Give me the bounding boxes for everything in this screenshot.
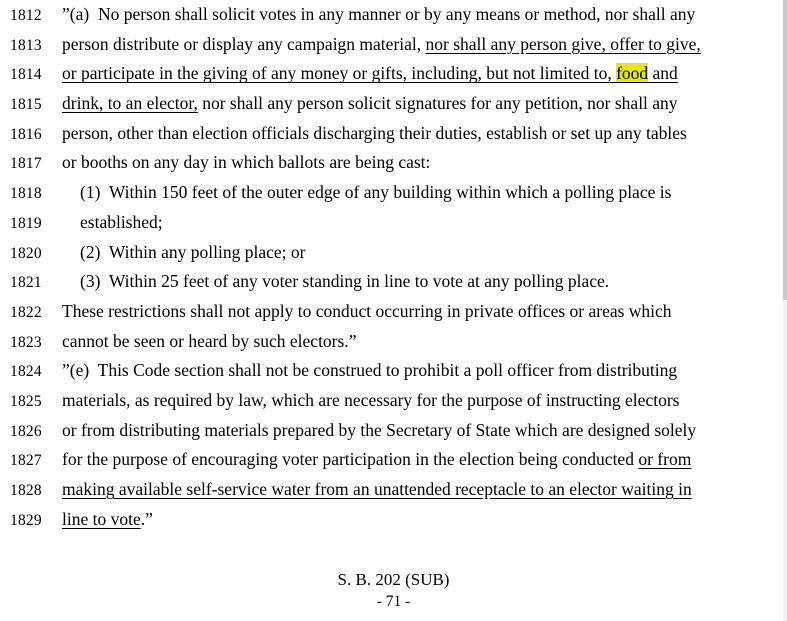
plain-text: ”(a) No person shall solicit votes in any manner or by any means or method, nor shall any xyxy=(62,4,696,24)
plain-text: (1) Within 150 feet of the outer edge of any building within which a polling place is xyxy=(80,182,672,203)
plain-text: (3) Within 25 feet of any voter standing in line to vote at any polling place. xyxy=(80,271,610,292)
document-line xyxy=(0,184,787,214)
document-line xyxy=(0,241,787,274)
line-number: 1815 xyxy=(10,96,42,114)
line-text xyxy=(62,154,430,172)
plain-text: established; xyxy=(80,211,163,232)
document-line xyxy=(0,33,787,66)
line-text xyxy=(62,330,357,351)
line-text xyxy=(62,273,609,291)
plain-text: materials, as required by law, which are necessary for the purpose of instructing electors xyxy=(62,389,680,410)
document-line xyxy=(0,6,787,36)
plain-text: or from distributing materials prepared by the Secretary of State which are designed solely xyxy=(62,419,697,440)
line-text xyxy=(62,508,153,529)
line-text xyxy=(62,33,701,54)
plain-text: nor shall any person solicit signatures for any petition, nor shall any xyxy=(197,93,678,114)
footer-page-number: - 71 - xyxy=(376,593,411,610)
line-number: 1812 xyxy=(10,7,42,24)
vertical-scrollbar-thumb[interactable] xyxy=(783,0,787,300)
document-line xyxy=(0,65,787,95)
line-number: 1829 xyxy=(10,511,42,529)
plain-text: person, other than election officials discharging their duties, establish or set up any tables xyxy=(62,122,687,143)
line-number: 1813 xyxy=(10,36,42,54)
line-number: 1827 xyxy=(10,452,42,470)
line-text xyxy=(62,481,692,499)
document-line xyxy=(0,419,787,452)
underlined-text: drink, to an elector, xyxy=(62,93,198,114)
line-number: 1828 xyxy=(10,482,42,499)
line-text xyxy=(62,389,680,410)
line-text xyxy=(62,65,678,83)
line-text xyxy=(62,419,697,440)
line-number: 1826 xyxy=(10,422,42,440)
line-number: 1816 xyxy=(10,125,42,143)
line-number: 1823 xyxy=(10,333,42,351)
highlighted-text: food xyxy=(616,63,649,84)
line-number: 1825 xyxy=(10,392,42,410)
line-text xyxy=(62,122,687,143)
vertical-scrollbar[interactable] xyxy=(783,0,787,621)
line-number: 1822 xyxy=(10,303,42,321)
document-line xyxy=(0,481,787,511)
document-line xyxy=(0,389,787,422)
footer-bill-title: S. B. 202 (SUB) xyxy=(337,570,450,589)
line-number: 1818 xyxy=(10,185,42,203)
line-text xyxy=(62,300,672,321)
underlined-text: or from xyxy=(638,449,692,470)
line-text xyxy=(62,211,163,232)
line-text xyxy=(62,241,306,262)
underlined-text: nor shall any person give, offer to give, xyxy=(425,33,701,54)
document-line xyxy=(0,508,787,541)
document-line xyxy=(0,95,787,125)
line-text xyxy=(62,184,671,202)
line-text xyxy=(62,451,691,469)
underlined-text: and xyxy=(648,63,678,84)
plain-text: person distribute or display any campaign material, xyxy=(62,33,426,54)
line-text xyxy=(62,6,695,24)
line-number: 1819 xyxy=(10,214,42,232)
line-text xyxy=(62,362,677,380)
line-number: 1820 xyxy=(10,244,42,262)
underlined-text: or participate in the giving of any money or gifts, including, but not limited to, xyxy=(62,63,617,84)
line-text xyxy=(62,95,678,113)
underlined-text: making available self-service water from an unattended receptacle to an elector waiting in xyxy=(62,479,692,499)
line-number: 1814 xyxy=(10,66,42,84)
line-number: 1821 xyxy=(10,274,42,292)
line-number: 1817 xyxy=(10,155,42,173)
plain-text: cannot be seen or heard by such electors.” xyxy=(62,330,357,351)
document-line xyxy=(0,211,787,244)
line-number: 1824 xyxy=(10,363,42,381)
plain-text: (2) Within any polling place; or xyxy=(80,241,306,262)
plain-text: These restrictions shall not apply to conduct occurring in private offices or areas which xyxy=(62,300,672,321)
document-line xyxy=(0,330,787,363)
plain-text: for the purpose of encouraging voter participation in the election being conducted xyxy=(62,449,639,470)
document-line xyxy=(0,300,787,333)
underlined-text: line to vote xyxy=(62,508,141,529)
document-line xyxy=(0,362,787,392)
document-line xyxy=(0,122,787,155)
plain-text: or booths on any day in which ballots are being cast: xyxy=(62,152,431,173)
plain-text: .” xyxy=(140,508,153,529)
document-line xyxy=(0,273,787,303)
plain-text: ”(e) This Code section shall not be construed to prohibit a poll officer from distributing xyxy=(62,360,678,381)
document-line xyxy=(0,451,787,481)
document-line-list xyxy=(0,6,787,540)
document-line xyxy=(0,154,787,184)
